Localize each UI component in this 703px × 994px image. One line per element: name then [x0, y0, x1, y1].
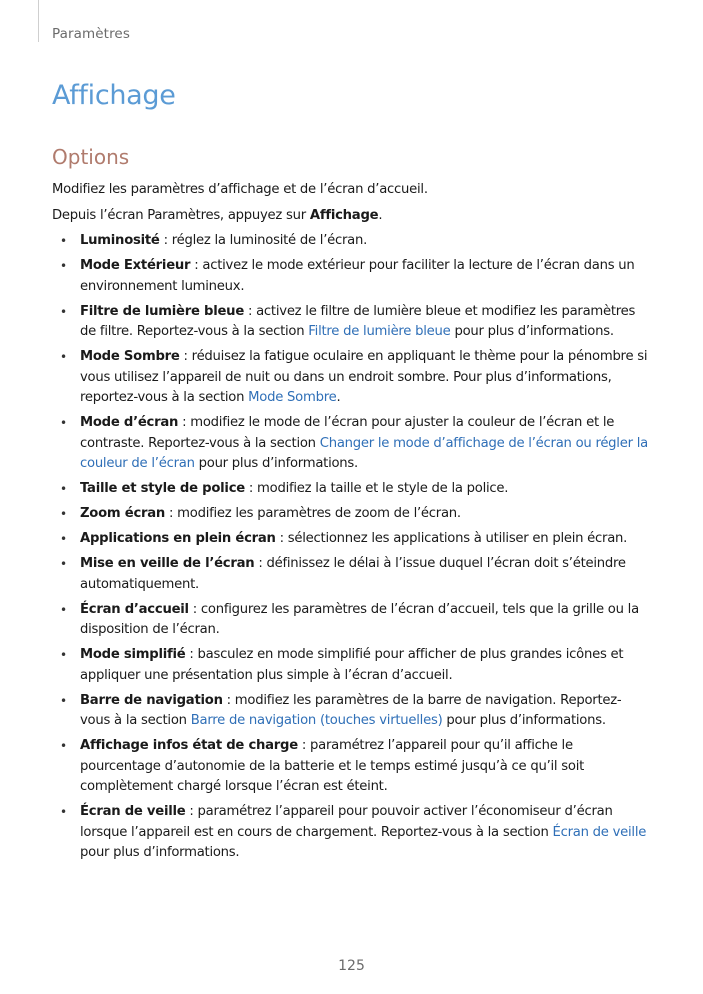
option-text: : paramétrez l’appareil pour qu’il affiche le pourcentage d’autonomie de la batterie et le temps estimé jusqu’à ce qu’il soit complètement chargé lorsque l’écran est éteint. — [80, 738, 585, 794]
option-text: : basculez en mode simplifié pour afficher de plus grandes icônes et appliquer une présentation plus simple à l’écran d’accueil. — [80, 647, 624, 683]
option-term: Mode Sombre — [80, 349, 180, 364]
option-text: : paramétrez l’appareil pour pouvoir activer l’économiseur d’écran lorsque l’appareil est en cours de chargement. Reportez-vous à la section — [80, 804, 613, 840]
option-term: Taille et style de police — [80, 481, 245, 496]
option-text: : sélectionnez les applications à utiliser en plein écran. — [275, 531, 628, 546]
option-term: Applications en plein écran — [80, 531, 276, 546]
list-item — [52, 504, 650, 525]
option-text-after: pour plus d’informations. — [450, 324, 614, 339]
option-term: Affichage infos état de charge — [80, 738, 298, 753]
page-title: Affichage — [52, 80, 176, 111]
list-item — [52, 736, 650, 798]
bullet-icon: • — [60, 693, 67, 708]
option-text: : activez le filtre de lumière bleue et modifiez les paramètres de filtre. Reportez-vous à la section — [80, 303, 636, 339]
bullet-icon: • — [60, 259, 67, 273]
option-text-after: . — [336, 390, 341, 405]
list-item — [52, 479, 650, 500]
bullet-icon: • — [60, 507, 67, 521]
link-screen-mode[interactable]: Changer le mode d’affichage de l’écran ou régler la couleur de l’écran — [80, 435, 648, 471]
option-text: : modifiez les paramètres de zoom de l’écran. — [165, 506, 461, 521]
option-text: : réglez la luminosité de l’écran. — [159, 233, 368, 248]
page-number: 125 — [338, 958, 365, 974]
list-item — [52, 256, 650, 297]
list-item — [52, 691, 650, 732]
link-screensaver[interactable]: Écran de veille — [552, 824, 647, 840]
bullet-icon: • — [60, 304, 67, 319]
option-term: Mode d’écran — [80, 415, 179, 430]
list-item — [52, 347, 650, 409]
option-text: : activez le mode extérieur pour faciliter la lecture de l’écran dans un environnement lumineux. — [80, 258, 635, 294]
option-text: : modifiez les paramètres de la barre de navigation. Reportez-vous à la section — [80, 692, 622, 728]
list-item — [52, 600, 650, 641]
link-navigation-bar[interactable]: Barre de navigation (touches virtuelles) — [190, 713, 443, 728]
option-term: Mise en veille de l’écran — [80, 556, 255, 571]
bullet-icon: • — [60, 482, 67, 496]
option-text: : modifiez la taille et le style de la police. — [244, 481, 509, 496]
content-body — [52, 180, 650, 868]
option-text-after: pour plus d’informations. — [80, 845, 240, 860]
options-list — [52, 231, 650, 864]
option-text-after: pour plus d’informations. — [194, 456, 358, 471]
breadcrumb: Paramètres — [52, 26, 130, 42]
bullet-icon: • — [60, 234, 67, 248]
option-text: : modifiez le mode de l’écran pour ajuster la couleur de l’écran et le contraste. Reportez-vous à la section — [80, 415, 615, 451]
intro-line-2-bold: Affichage — [309, 207, 379, 223]
list-item — [52, 231, 650, 252]
link-blue-light-filter[interactable]: Filtre de lumière bleue — [308, 324, 451, 339]
option-term: Mode simplifié — [80, 647, 186, 662]
header-divider — [38, 0, 39, 42]
intro-line-1: Modifiez les paramètres d’affichage et de l’écran d’accueil. — [52, 182, 428, 197]
list-item — [52, 529, 650, 550]
list-item — [52, 554, 650, 595]
bullet-icon: • — [60, 602, 67, 617]
option-term: Filtre de lumière bleue — [80, 303, 245, 319]
option-term: Écran de veille — [80, 804, 186, 819]
bullet-icon: • — [60, 416, 67, 430]
intro-line-2 — [52, 206, 650, 227]
option-text: : réduisez la fatigue oculaire en appliquant le thème pour la pénombre si vous utilisez l’appareil de nuit ou dans un endroit sombre. Pour plus d’informations, reportez-vous à la section — [80, 349, 648, 405]
bullet-icon: • — [60, 350, 67, 364]
bullet-icon: • — [60, 532, 67, 546]
option-text: : définissez le délai à l’issue duquel l’écran doit s’éteindre automatiquement. — [80, 556, 626, 592]
option-text: : configurez les paramètres de l’écran d’accueil, tels que la grille ou la disposition de l’écran. — [80, 601, 639, 637]
option-text-after: pour plus d’informations. — [442, 713, 606, 728]
bullet-icon: • — [60, 557, 67, 571]
list-item — [52, 302, 650, 343]
option-term: Barre de navigation — [80, 692, 223, 708]
list-item — [52, 645, 650, 686]
section-title: Options — [52, 145, 130, 169]
option-term: Luminosité — [80, 233, 160, 248]
list-item — [52, 802, 650, 864]
bullet-icon: • — [60, 805, 67, 819]
option-term: Mode Extérieur — [80, 258, 191, 273]
link-dark-mode[interactable]: Mode Sombre — [248, 390, 337, 405]
bullet-icon: • — [60, 739, 67, 753]
list-item — [52, 413, 650, 475]
option-term: Zoom écran — [80, 506, 166, 521]
bullet-icon: • — [60, 648, 67, 662]
option-term: Écran d’accueil — [80, 601, 189, 617]
intro-line-2-prefix: Depuis l’écran Paramètres, appuyez sur — [52, 207, 310, 223]
intro-line-2-suffix: . — [378, 207, 383, 223]
